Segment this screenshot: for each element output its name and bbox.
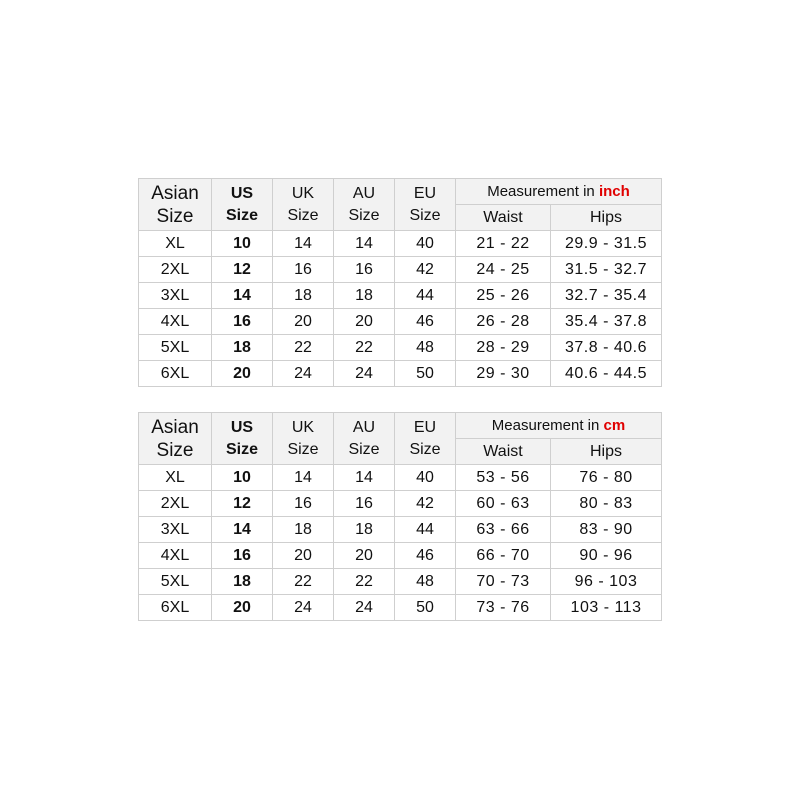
hips-range-cell: 37.8 - 40.6 [551,335,662,361]
us-size-header-line1: US [230,184,254,202]
cm-header-row [139,413,662,439]
us-size-cell: 18 [212,569,273,595]
asian-size-header-line2: Size [156,439,194,461]
uk-size-header [273,179,334,231]
eu-size-cell: 44 [395,283,456,309]
hips-range-cell: 31.5 - 32.7 [551,257,662,283]
table-row [139,361,662,387]
uk-size-header [273,413,334,465]
measurement-header [456,413,662,439]
asian-size-cell: 4XL [139,543,212,569]
au-size-header [334,413,395,465]
asian-size-cell: 3XL [139,517,212,543]
eu-size-cell: 48 [395,569,456,595]
uk-size-cell: 16 [273,491,334,517]
uk-size-cell: 20 [273,543,334,569]
au-size-cell: 20 [334,309,395,335]
eu-size-header-line1: EU [413,184,437,202]
au-size-cell: 24 [334,361,395,387]
us-size-cell: 12 [212,491,273,517]
table-row [139,569,662,595]
uk-size-cell: 22 [273,335,334,361]
waist-range-cell: 24 - 25 [456,257,551,283]
us-size-cell: 10 [212,231,273,257]
us-size-header [212,179,273,231]
table-row [139,283,662,309]
eu-size-cell: 42 [395,491,456,517]
eu-size-header-line1: EU [413,418,437,436]
au-size-header-line2: Size [348,206,380,224]
waist-range-cell: 29 - 30 [456,361,551,387]
hips-range-cell: 40.6 - 44.5 [551,361,662,387]
asian-size-header-line2: Size [156,205,194,227]
eu-size-header-line2: Size [409,440,441,458]
asian-size-cell: 6XL [139,361,212,387]
table-row [139,309,662,335]
hips-range-cell: 32.7 - 35.4 [551,283,662,309]
eu-size-cell: 46 [395,543,456,569]
au-size-cell: 18 [334,283,395,309]
asian-size-cell: 2XL [139,257,212,283]
waist-range-cell: 28 - 29 [456,335,551,361]
us-size-cell: 14 [212,517,273,543]
waist-range-cell: 73 - 76 [456,595,551,621]
asian-size-cell: 5XL [139,569,212,595]
hips-range-cell: 35.4 - 37.8 [551,309,662,335]
uk-size-cell: 14 [273,465,334,491]
asian-size-cell: 2XL [139,491,212,517]
au-size-header [334,179,395,231]
uk-size-cell: 24 [273,361,334,387]
asian-size-cell: 3XL [139,283,212,309]
asian-size-header [139,179,212,231]
table-row [139,491,662,517]
uk-size-cell: 24 [273,595,334,621]
waist-range-cell: 26 - 28 [456,309,551,335]
eu-size-cell: 42 [395,257,456,283]
eu-size-cell: 44 [395,517,456,543]
hips-header: Hips [551,439,662,465]
us-size-header-line1: US [230,418,254,436]
inch-header-row [139,179,662,205]
us-size-cell: 12 [212,257,273,283]
hips-range-cell: 83 - 90 [551,517,662,543]
eu-size-cell: 50 [395,361,456,387]
au-size-cell: 22 [334,335,395,361]
uk-size-cell: 22 [273,569,334,595]
hips-range-cell: 80 - 83 [551,491,662,517]
au-size-cell: 24 [334,595,395,621]
hips-range-cell: 103 - 113 [551,595,662,621]
asian-size-header-line1: Asian [151,182,199,204]
us-size-cell: 20 [212,595,273,621]
eu-size-cell: 40 [395,465,456,491]
waist-range-cell: 53 - 56 [456,465,551,491]
waist-header: Waist [456,439,551,465]
measurement-prefix: Measurement in [487,183,595,200]
table-row [139,257,662,283]
au-size-cell: 18 [334,517,395,543]
waist-range-cell: 60 - 63 [456,491,551,517]
au-size-cell: 16 [334,491,395,517]
us-size-cell: 16 [212,309,273,335]
waist-range-cell: 25 - 26 [456,283,551,309]
uk-size-cell: 20 [273,309,334,335]
au-size-header-line1: AU [352,418,376,436]
au-size-cell: 16 [334,257,395,283]
uk-size-header-line2: Size [287,440,319,458]
hips-header: Hips [551,205,662,231]
uk-size-cell: 18 [273,283,334,309]
au-size-cell: 22 [334,569,395,595]
hips-range-cell: 76 - 80 [551,465,662,491]
table-row [139,517,662,543]
uk-size-cell: 18 [273,517,334,543]
us-size-cell: 14 [212,283,273,309]
uk-size-header-line1: UK [291,418,315,436]
uk-size-header-line1: UK [291,184,315,202]
us-size-cell: 10 [212,465,273,491]
eu-size-cell: 46 [395,309,456,335]
table-row [139,595,662,621]
uk-size-header-line2: Size [287,206,319,224]
au-size-cell: 14 [334,231,395,257]
inch-table-body [139,179,662,387]
uk-size-cell: 16 [273,257,334,283]
waist-range-cell: 63 - 66 [456,517,551,543]
waist-range-cell: 70 - 73 [456,569,551,595]
measurement-header [456,179,662,205]
au-size-header-line1: AU [352,184,376,202]
us-size-header [212,413,273,465]
eu-size-header [395,413,456,465]
eu-size-cell: 48 [395,335,456,361]
asian-size-cell: XL [139,231,212,257]
eu-size-header-line2: Size [409,206,441,224]
au-size-cell: 20 [334,543,395,569]
asian-size-cell: 4XL [139,309,212,335]
hips-range-cell: 90 - 96 [551,543,662,569]
us-size-cell: 18 [212,335,273,361]
measurement-unit: inch [598,183,630,200]
waist-range-cell: 21 - 22 [456,231,551,257]
au-size-cell: 14 [334,465,395,491]
waist-range-cell: 66 - 70 [456,543,551,569]
hips-range-cell: 29.9 - 31.5 [551,231,662,257]
asian-size-header [139,413,212,465]
asian-size-cell: 5XL [139,335,212,361]
size-chart-cm-table [138,412,662,621]
eu-size-header [395,179,456,231]
cm-table-body [139,413,662,621]
us-size-cell: 20 [212,361,273,387]
measurement-unit: cm [603,417,626,434]
asian-size-cell: 6XL [139,595,212,621]
waist-header: Waist [456,205,551,231]
measurement-prefix: Measurement in [491,417,600,434]
table-row [139,231,662,257]
au-size-header-line2: Size [348,440,380,458]
asian-size-header-line1: Asian [151,416,199,438]
hips-range-cell: 96 - 103 [551,569,662,595]
uk-size-cell: 14 [273,231,334,257]
eu-size-cell: 40 [395,231,456,257]
table-row [139,543,662,569]
us-size-cell: 16 [212,543,273,569]
table-row [139,465,662,491]
us-size-header-line2: Size [225,206,258,224]
asian-size-cell: XL [139,465,212,491]
eu-size-cell: 50 [395,595,456,621]
us-size-header-line2: Size [225,440,258,458]
size-chart-inch-table [138,178,662,387]
table-row [139,335,662,361]
